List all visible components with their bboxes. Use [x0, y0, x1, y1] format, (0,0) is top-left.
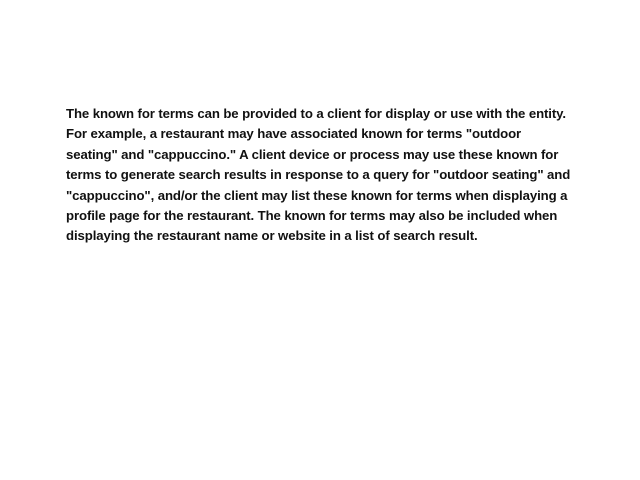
- paragraph-line: seating" and "cappuccino." A client device or process may use these known for: [66, 146, 559, 162]
- paragraph-line: For example, a restaurant may have associated known for terms "outdoor: [66, 126, 522, 142]
- paragraph-line: "cappuccino", and/or the client may list these known for terms when displaying a: [66, 187, 568, 203]
- paragraph-line: displaying the restaurant name or website in a list of search result.: [66, 228, 478, 244]
- paragraph-line: The known for terms can be provided to a client for display or use with the entity.: [66, 106, 566, 121]
- paragraph-line: profile page for the restaurant. The known for terms may also be included when: [66, 208, 558, 224]
- paragraph: [66, 104, 606, 247]
- paragraph-line: terms to generate search results in response to a query for "outdoor seating" and: [66, 167, 571, 183]
